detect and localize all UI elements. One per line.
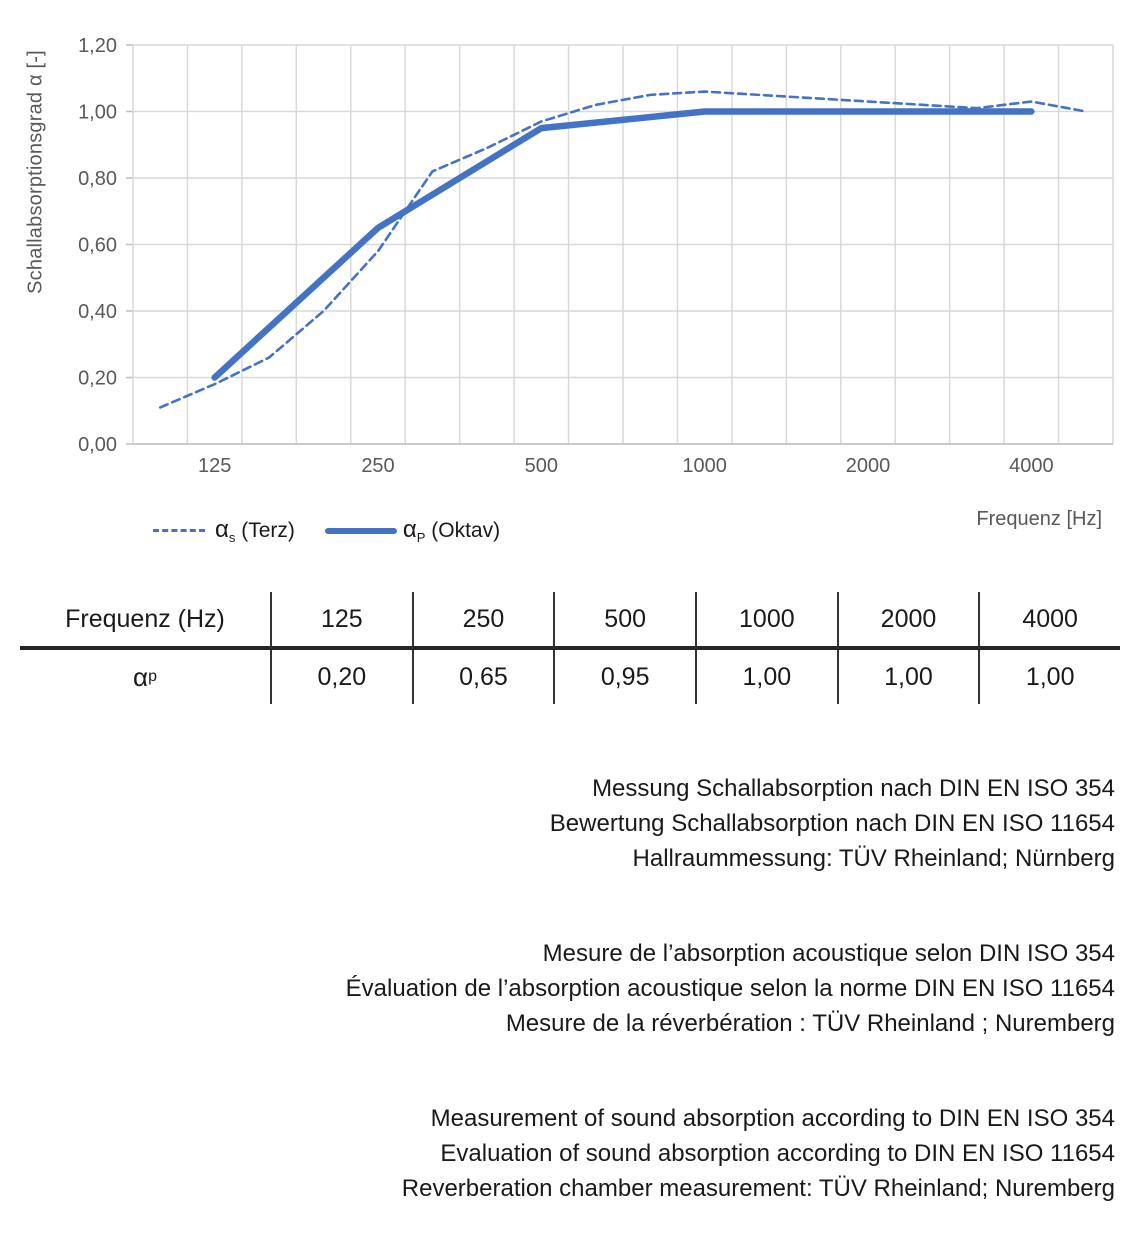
chart-canvas bbox=[0, 0, 1135, 500]
x-tick-label: 2000 bbox=[845, 455, 891, 477]
x-tick-label: 500 bbox=[524, 455, 559, 477]
table-value-cell: 0,65 bbox=[412, 650, 554, 704]
y-axis-title: Schallabsorptionsgrad α [-] bbox=[24, 50, 47, 294]
chart-legend bbox=[153, 516, 500, 545]
y-tick-label: 0,00 bbox=[78, 434, 117, 456]
note-line: Measurement of sound absorption according to DIN EN ISO 354 bbox=[430, 1105, 1115, 1132]
table-value-cell: 1,00 bbox=[695, 650, 837, 704]
legend-dashed-line-sample bbox=[153, 529, 205, 532]
legend-series-name: (Terz) bbox=[235, 519, 295, 542]
note-line: Mesure de l’absorption acoustique selon DIN ISO 354 bbox=[542, 940, 1115, 967]
y-tick-label: 0,80 bbox=[78, 168, 117, 190]
note-line: Messung Schallabsorption nach DIN EN ISO 354 bbox=[592, 775, 1115, 802]
legend-item-alpha-s bbox=[153, 516, 295, 545]
note-line: Evaluation of sound absorption according to DIN EN ISO 11654 bbox=[440, 1140, 1115, 1167]
table-header-cell: 1000 bbox=[695, 592, 837, 650]
legend-label-alpha-s bbox=[215, 516, 295, 545]
notes-french bbox=[346, 936, 1115, 1041]
notes-english bbox=[402, 1101, 1115, 1206]
table-value-cell: 0,95 bbox=[553, 650, 695, 704]
alpha-symbol: α bbox=[215, 516, 229, 543]
absorption-values-table bbox=[20, 592, 1120, 704]
table-header-cell: 4000 bbox=[978, 592, 1120, 650]
x-tick-label: 250 bbox=[361, 455, 395, 477]
notes-german bbox=[550, 771, 1115, 876]
y-tick-label: 0,40 bbox=[78, 301, 117, 323]
y-tick-label: 1,20 bbox=[78, 35, 117, 57]
table-value-cell: 1,00 bbox=[978, 650, 1120, 704]
alpha-subscript: P bbox=[416, 530, 426, 546]
x-tick-label: 4000 bbox=[1009, 455, 1054, 477]
x-tick-label: 125 bbox=[197, 455, 232, 477]
alpha-subscript: s bbox=[228, 530, 236, 546]
table-header-cell: 2000 bbox=[837, 592, 979, 650]
table-header-cell: 125 bbox=[270, 592, 412, 650]
legend-item-alpha-p bbox=[325, 516, 500, 545]
table-row-label bbox=[20, 650, 270, 704]
note-line: Évaluation de l’absorption acoustique selon la norme DIN EN ISO 11654 bbox=[345, 975, 1115, 1002]
legend-solid-line-sample bbox=[325, 528, 397, 534]
y-tick-label: 1,00 bbox=[78, 101, 117, 124]
table-header-cell: Frequenz (Hz) bbox=[20, 592, 270, 650]
note-line: Mesure de la réverbération : TÜV Rheinland ; Nuremberg bbox=[505, 1010, 1115, 1037]
y-tick-label: 0,60 bbox=[78, 234, 117, 257]
x-axis-title: Frequenz [Hz] bbox=[976, 508, 1102, 530]
note-line: Bewertung Schallabsorption nach DIN EN ISO 11654 bbox=[549, 810, 1115, 837]
alpha-subscript: p bbox=[148, 668, 157, 685]
x-tick-label: 1000 bbox=[682, 455, 727, 477]
alpha-symbol: α bbox=[402, 516, 417, 543]
legend-label-alpha-p bbox=[403, 516, 500, 545]
legend-series-name: (Oktav) bbox=[425, 519, 501, 542]
table-value-cell: 1,00 bbox=[837, 650, 979, 704]
table-header-cell: 250 bbox=[412, 592, 554, 650]
table-header-cell: 500 bbox=[553, 592, 695, 650]
absorption-chart bbox=[0, 0, 1135, 560]
note-line: Reverberation chamber measurement: TÜV Rheinland; Nuremberg bbox=[401, 1175, 1115, 1202]
table-value-cell: 0,20 bbox=[270, 650, 412, 704]
note-line: Hallraummessung: TÜV Rheinland; Nürnberg bbox=[632, 845, 1115, 872]
alpha-symbol: α bbox=[133, 661, 149, 692]
y-tick-label: 0,20 bbox=[78, 367, 117, 390]
